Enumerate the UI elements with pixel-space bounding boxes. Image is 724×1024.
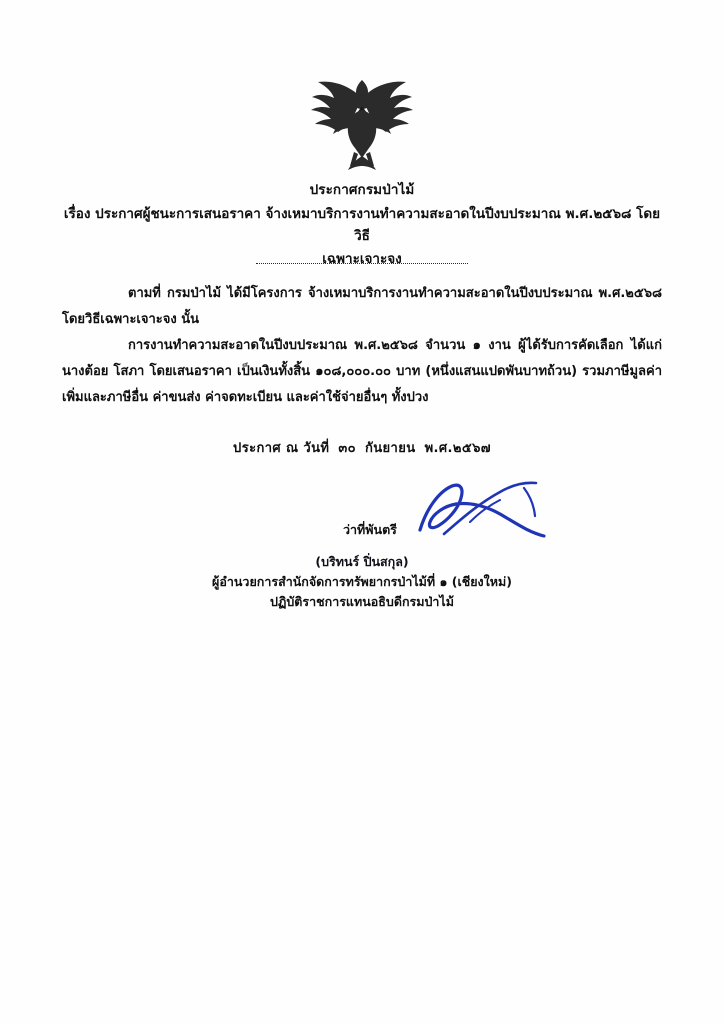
subject-line-1: เรื่อง ประกาศผู้ชนะการเสนอราคา จ้างเหมาบริการงานทำความสะอาดในปีงบประมาณ พ.ศ.๒๕๖๘ โดยวิธี xyxy=(63,206,661,245)
announce-year: ๒๕๖๗ xyxy=(452,441,491,456)
announce-day: ๓๐ xyxy=(338,441,356,456)
signer-name: (บริทนร์ ปิ่นสกุล) xyxy=(315,554,409,569)
announce-year-prefix: พ.ศ. xyxy=(424,441,453,456)
garuda-emblem-icon xyxy=(306,72,418,176)
announce-prefix: ประกาศ ณ วันที่ xyxy=(233,441,330,456)
handwritten-signature-icon xyxy=(404,474,564,556)
signer-position-line-1: ผู้อำนวยการสำนักจัดการทรัพยากรป่าไม้ที่ ๑ (เชียงใหม่) xyxy=(212,574,512,589)
announce-month: กันยายน xyxy=(364,441,416,456)
announcement-date-line xyxy=(0,437,724,458)
signer-position-line-2: ปฏิบัติราชการแทนอธิบดีกรมป่าไม้ xyxy=(270,594,454,609)
subject-line-2: เฉพาะเจาะจง xyxy=(322,250,402,267)
body-paragraph-1: ตามที่ กรมป่าไม้ ได้มีโครงการ จ้างเหมาบริการงานทำความสะอาดในปีงบประมาณ พ.ศ.๒๕๖๘ โดยวิธีเฉพาะเจาะจง นั้น xyxy=(62,286,662,327)
signer-rank: ว่าที่พันตรี xyxy=(343,522,397,537)
department-title: ประกาศกรมป่าไม้ xyxy=(309,182,415,198)
subject-heading xyxy=(62,203,662,270)
heading-divider xyxy=(256,263,468,264)
document-body xyxy=(62,281,662,411)
emblem-container xyxy=(0,72,724,176)
signature-block xyxy=(0,470,724,620)
body-paragraph-2: การงานทำความสะอาดในปีงบประมาณ พ.ศ.๒๕๖๘ จำนวน ๑ งาน ผู้ได้รับการคัดเลือก ได้แก่ นางต้อย โสภา โดยเสนอราคา เป็นเงินทั้งสิ้น ๑๐๘,๐๐๐.๐๐ บาท (หนึ่งแสนแปดพันบาทถ้วน) รวมภาษีมูลค่าเพิ่มและภาษีอื่น ค่าขนส่ง ค่าจดทะเบียน และค่าใช้จ่ายอื่นๆ ทั้งปวง xyxy=(62,338,662,405)
